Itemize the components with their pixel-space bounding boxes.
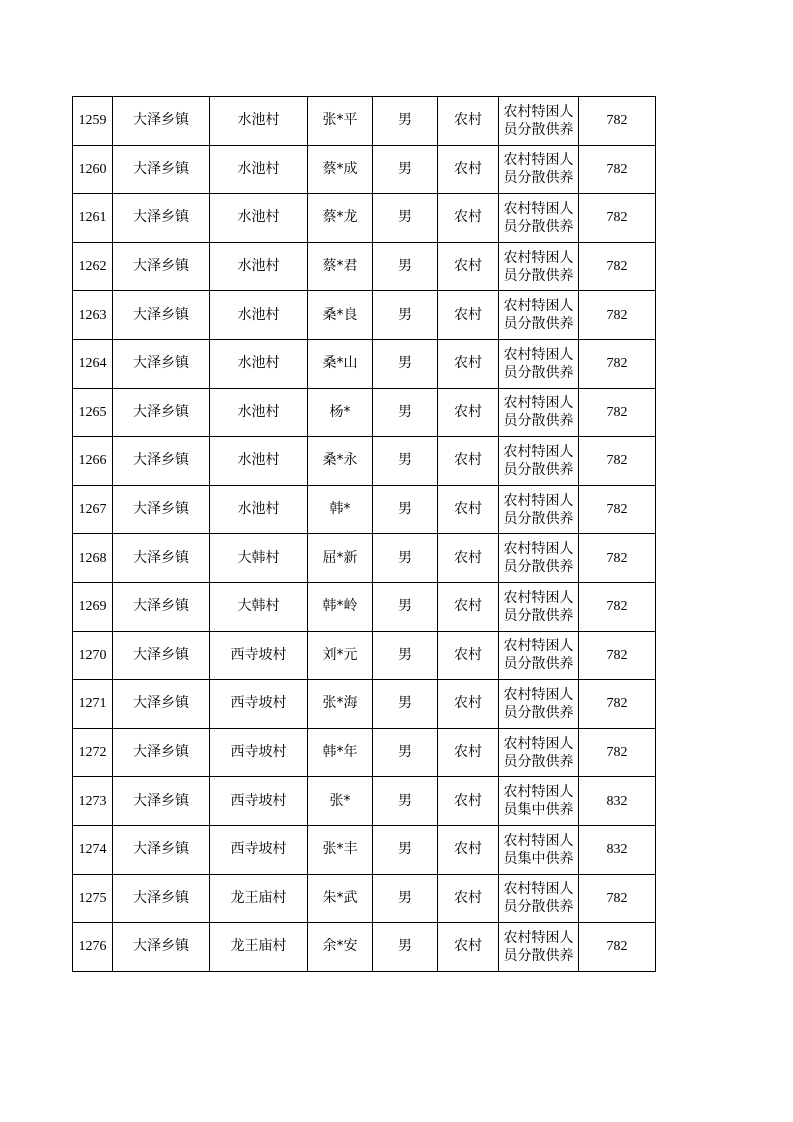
village-cell: 西寺坡村	[210, 825, 308, 874]
relief-category-line: 农村特困人	[503, 589, 574, 606]
person-name-cell: 蔡*龙	[308, 194, 373, 243]
relief-category-line: 员分散供养	[503, 559, 574, 576]
amount-cell: 782	[579, 680, 656, 729]
household-type-cell: 农村	[438, 194, 499, 243]
amount-cell: 782	[579, 291, 656, 340]
serial-number-cell: 1268	[73, 534, 113, 583]
relief-category-line: 农村特困人	[503, 832, 574, 849]
serial-number-cell: 1275	[73, 874, 113, 923]
village-cell: 龙王庙村	[210, 874, 308, 923]
relief-category-cell	[499, 631, 579, 680]
relief-category-cell	[499, 728, 579, 777]
relief-roster-table	[72, 96, 656, 972]
household-type-cell: 农村	[438, 582, 499, 631]
person-name-cell: 张*海	[308, 680, 373, 729]
amount-cell: 782	[579, 97, 656, 146]
table-row	[73, 582, 656, 631]
township-cell: 大泽乡镇	[113, 777, 210, 826]
serial-number-cell: 1266	[73, 437, 113, 486]
relief-category-line: 农村特困人	[503, 881, 574, 898]
township-cell: 大泽乡镇	[113, 388, 210, 437]
township-cell: 大泽乡镇	[113, 194, 210, 243]
serial-number-cell: 1260	[73, 145, 113, 194]
village-cell: 水池村	[210, 194, 308, 243]
township-cell: 大泽乡镇	[113, 339, 210, 388]
amount-cell: 782	[579, 437, 656, 486]
relief-category-cell	[499, 291, 579, 340]
table-row	[73, 534, 656, 583]
township-cell: 大泽乡镇	[113, 582, 210, 631]
amount-cell: 782	[579, 728, 656, 777]
relief-category-line: 农村特困人	[503, 103, 574, 120]
amount-cell: 782	[579, 194, 656, 243]
amount-cell: 782	[579, 485, 656, 534]
relief-category-cell	[499, 923, 579, 972]
amount-cell: 782	[579, 631, 656, 680]
relief-category-cell	[499, 97, 579, 146]
table-row	[73, 388, 656, 437]
relief-category-line: 员分散供养	[503, 461, 574, 478]
village-cell: 水池村	[210, 242, 308, 291]
relief-category-cell	[499, 680, 579, 729]
table-row	[73, 923, 656, 972]
relief-category-line: 员分散供养	[503, 413, 574, 430]
serial-number-cell: 1276	[73, 923, 113, 972]
person-name-cell: 韩*年	[308, 728, 373, 777]
amount-cell: 782	[579, 145, 656, 194]
relief-category-line: 员集中供养	[503, 802, 574, 819]
village-cell: 水池村	[210, 388, 308, 437]
township-cell: 大泽乡镇	[113, 145, 210, 194]
township-cell: 大泽乡镇	[113, 680, 210, 729]
relief-category-line: 农村特困人	[503, 152, 574, 169]
gender-cell: 男	[373, 194, 438, 243]
person-name-cell: 张*丰	[308, 825, 373, 874]
household-type-cell: 农村	[438, 680, 499, 729]
serial-number-cell: 1263	[73, 291, 113, 340]
amount-cell: 782	[579, 388, 656, 437]
gender-cell: 男	[373, 437, 438, 486]
amount-cell: 782	[579, 242, 656, 291]
household-type-cell: 农村	[438, 777, 499, 826]
table-row	[73, 825, 656, 874]
gender-cell: 男	[373, 97, 438, 146]
person-name-cell: 蔡*成	[308, 145, 373, 194]
relief-category-line: 员分散供养	[503, 753, 574, 770]
relief-category-line: 员分散供养	[503, 656, 574, 673]
relief-category-cell	[499, 437, 579, 486]
serial-number-cell: 1267	[73, 485, 113, 534]
household-type-cell: 农村	[438, 291, 499, 340]
person-name-cell: 余*安	[308, 923, 373, 972]
relief-category-line: 农村特困人	[503, 638, 574, 655]
village-cell: 水池村	[210, 145, 308, 194]
gender-cell: 男	[373, 534, 438, 583]
person-name-cell: 桑*永	[308, 437, 373, 486]
village-cell: 水池村	[210, 291, 308, 340]
table-row	[73, 437, 656, 486]
relief-category-line: 农村特困人	[503, 541, 574, 558]
relief-category-line: 农村特困人	[503, 298, 574, 315]
relief-category-line: 农村特困人	[503, 346, 574, 363]
person-name-cell: 朱*武	[308, 874, 373, 923]
village-cell: 水池村	[210, 339, 308, 388]
gender-cell: 男	[373, 145, 438, 194]
gender-cell: 男	[373, 777, 438, 826]
relief-category-line: 员分散供养	[503, 364, 574, 381]
gender-cell: 男	[373, 291, 438, 340]
serial-number-cell: 1272	[73, 728, 113, 777]
household-type-cell: 农村	[438, 388, 499, 437]
person-name-cell: 桑*山	[308, 339, 373, 388]
township-cell: 大泽乡镇	[113, 728, 210, 777]
relief-category-cell	[499, 145, 579, 194]
person-name-cell: 张*	[308, 777, 373, 826]
person-name-cell: 杨*	[308, 388, 373, 437]
village-cell: 水池村	[210, 97, 308, 146]
township-cell: 大泽乡镇	[113, 242, 210, 291]
person-name-cell: 屈*新	[308, 534, 373, 583]
gender-cell: 男	[373, 242, 438, 291]
household-type-cell: 农村	[438, 339, 499, 388]
relief-category-line: 员分散供养	[503, 218, 574, 235]
amount-cell: 782	[579, 582, 656, 631]
village-cell: 龙王庙村	[210, 923, 308, 972]
gender-cell: 男	[373, 680, 438, 729]
table-row	[73, 874, 656, 923]
relief-category-line: 农村特困人	[503, 249, 574, 266]
table-row	[73, 777, 656, 826]
table-row	[73, 291, 656, 340]
township-cell: 大泽乡镇	[113, 631, 210, 680]
table-body	[73, 97, 656, 972]
relief-category-line: 员分散供养	[503, 899, 574, 916]
relief-category-cell	[499, 777, 579, 826]
table-row	[73, 339, 656, 388]
table-row	[73, 194, 656, 243]
township-cell: 大泽乡镇	[113, 291, 210, 340]
household-type-cell: 农村	[438, 145, 499, 194]
relief-category-line: 农村特困人	[503, 492, 574, 509]
township-cell: 大泽乡镇	[113, 825, 210, 874]
household-type-cell: 农村	[438, 437, 499, 486]
relief-category-cell	[499, 825, 579, 874]
amount-cell: 782	[579, 339, 656, 388]
township-cell: 大泽乡镇	[113, 437, 210, 486]
relief-category-line: 员分散供养	[503, 121, 574, 138]
village-cell: 西寺坡村	[210, 631, 308, 680]
relief-category-cell	[499, 534, 579, 583]
serial-number-cell: 1274	[73, 825, 113, 874]
village-cell: 大韩村	[210, 534, 308, 583]
relief-category-line: 员集中供养	[503, 850, 574, 867]
table-row	[73, 97, 656, 146]
amount-cell: 782	[579, 534, 656, 583]
relief-category-cell	[499, 339, 579, 388]
serial-number-cell: 1262	[73, 242, 113, 291]
household-type-cell: 农村	[438, 874, 499, 923]
person-name-cell: 韩*	[308, 485, 373, 534]
relief-category-line: 员分散供养	[503, 510, 574, 527]
relief-category-line: 员分散供养	[503, 316, 574, 333]
relief-category-line: 农村特困人	[503, 735, 574, 752]
relief-category-line: 员分散供养	[503, 607, 574, 624]
relief-category-line: 农村特困人	[503, 929, 574, 946]
village-cell: 水池村	[210, 437, 308, 486]
amount-cell: 832	[579, 777, 656, 826]
relief-category-line: 农村特困人	[503, 200, 574, 217]
household-type-cell: 农村	[438, 631, 499, 680]
table-row	[73, 631, 656, 680]
gender-cell: 男	[373, 825, 438, 874]
village-cell: 大韩村	[210, 582, 308, 631]
table-row	[73, 242, 656, 291]
table-row	[73, 145, 656, 194]
person-name-cell: 张*平	[308, 97, 373, 146]
village-cell: 西寺坡村	[210, 680, 308, 729]
household-type-cell: 农村	[438, 534, 499, 583]
serial-number-cell: 1269	[73, 582, 113, 631]
township-cell: 大泽乡镇	[113, 923, 210, 972]
gender-cell: 男	[373, 339, 438, 388]
household-type-cell: 农村	[438, 97, 499, 146]
person-name-cell: 刘*元	[308, 631, 373, 680]
relief-category-cell	[499, 388, 579, 437]
serial-number-cell: 1259	[73, 97, 113, 146]
table-row	[73, 728, 656, 777]
township-cell: 大泽乡镇	[113, 97, 210, 146]
relief-category-line: 农村特困人	[503, 686, 574, 703]
township-cell: 大泽乡镇	[113, 874, 210, 923]
relief-category-line: 员分散供养	[503, 947, 574, 964]
household-type-cell: 农村	[438, 728, 499, 777]
table-row	[73, 485, 656, 534]
relief-category-cell	[499, 874, 579, 923]
serial-number-cell: 1270	[73, 631, 113, 680]
gender-cell: 男	[373, 923, 438, 972]
gender-cell: 男	[373, 485, 438, 534]
relief-category-cell	[499, 582, 579, 631]
relief-category-line: 农村特困人	[503, 395, 574, 412]
serial-number-cell: 1273	[73, 777, 113, 826]
relief-category-line: 农村特困人	[503, 443, 574, 460]
amount-cell: 832	[579, 825, 656, 874]
person-name-cell: 韩*岭	[308, 582, 373, 631]
relief-category-line: 农村特困人	[503, 784, 574, 801]
village-cell: 西寺坡村	[210, 777, 308, 826]
relief-category-line: 员分散供养	[503, 704, 574, 721]
household-type-cell: 农村	[438, 485, 499, 534]
relief-category-line: 员分散供养	[503, 170, 574, 187]
person-name-cell: 桑*良	[308, 291, 373, 340]
relief-category-cell	[499, 242, 579, 291]
person-name-cell: 蔡*君	[308, 242, 373, 291]
relief-category-line: 员分散供养	[503, 267, 574, 284]
township-cell: 大泽乡镇	[113, 485, 210, 534]
relief-category-cell	[499, 194, 579, 243]
gender-cell: 男	[373, 631, 438, 680]
gender-cell: 男	[373, 582, 438, 631]
relief-category-cell	[499, 485, 579, 534]
serial-number-cell: 1261	[73, 194, 113, 243]
amount-cell: 782	[579, 923, 656, 972]
village-cell: 水池村	[210, 485, 308, 534]
household-type-cell: 农村	[438, 923, 499, 972]
gender-cell: 男	[373, 874, 438, 923]
household-type-cell: 农村	[438, 825, 499, 874]
serial-number-cell: 1271	[73, 680, 113, 729]
village-cell: 西寺坡村	[210, 728, 308, 777]
serial-number-cell: 1265	[73, 388, 113, 437]
table-row	[73, 680, 656, 729]
gender-cell: 男	[373, 728, 438, 777]
amount-cell: 782	[579, 874, 656, 923]
township-cell: 大泽乡镇	[113, 534, 210, 583]
serial-number-cell: 1264	[73, 339, 113, 388]
household-type-cell: 农村	[438, 242, 499, 291]
gender-cell: 男	[373, 388, 438, 437]
